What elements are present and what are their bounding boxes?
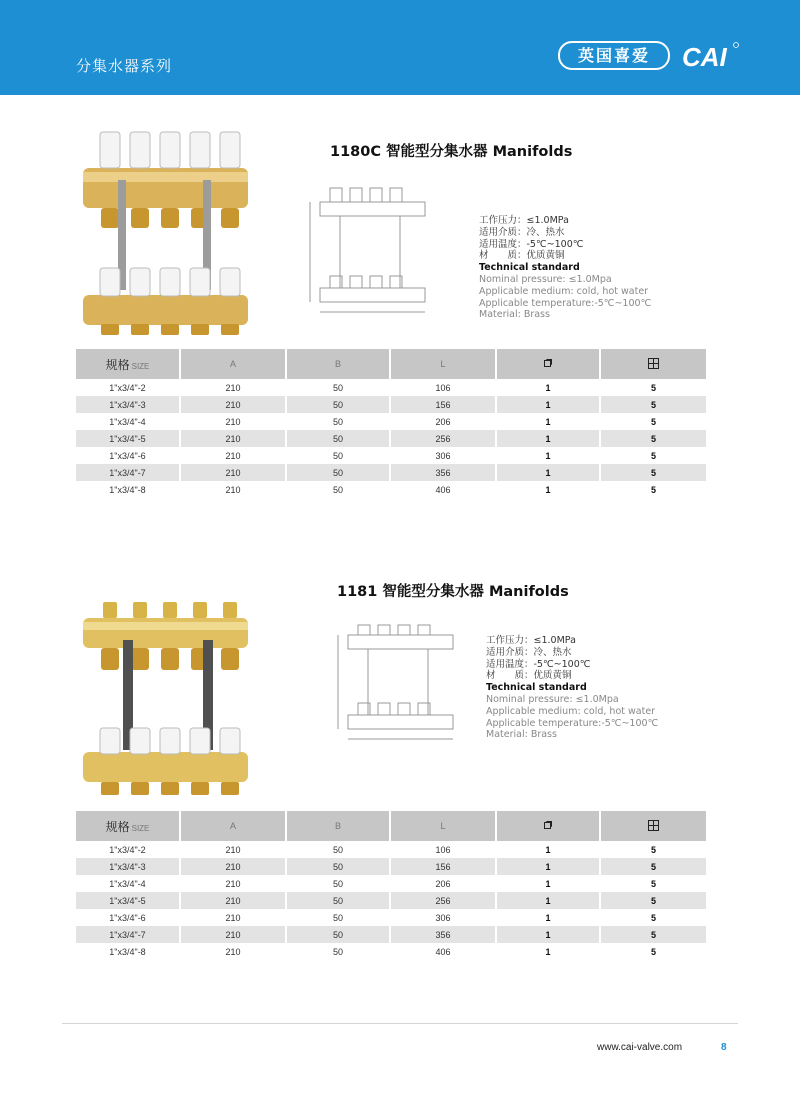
table-cell: 50 xyxy=(286,926,390,943)
brand-name: 英国喜爱 xyxy=(558,41,670,70)
table-cell: 210 xyxy=(180,464,286,481)
table-row xyxy=(76,943,706,960)
product-title: 1180C 智能型分集水器 Manifolds xyxy=(330,144,573,160)
table-cell: 206 xyxy=(390,413,496,430)
svg-text:CAI: CAI xyxy=(682,42,727,72)
table-cell: 156 xyxy=(390,858,496,875)
table-row xyxy=(76,396,706,413)
product-title: 1181 智能型分集水器 Manifolds xyxy=(337,584,569,600)
col-box xyxy=(496,811,600,841)
table-header-row xyxy=(76,349,706,379)
col-l: L xyxy=(390,349,496,379)
series-title: 分集水器系列 xyxy=(76,57,173,75)
table-cell: 1"x3/4"-8 xyxy=(76,943,180,960)
table-cell: 1 xyxy=(496,926,600,943)
table-cell: 1"x3/4"-5 xyxy=(76,892,180,909)
table-cell: 406 xyxy=(390,481,496,498)
table-cell: 5 xyxy=(650,844,656,855)
col-carton xyxy=(600,811,706,841)
spec-temperature: 适用温度：-5℃~100℃ xyxy=(486,658,591,670)
spec-temperature-en: Applicable temperature:-5℃~100℃ xyxy=(479,297,652,309)
page-header xyxy=(0,0,800,95)
col-l: L xyxy=(390,811,496,841)
spec-pressure-en: Nominal pressure: ≤1.0Mpa xyxy=(486,693,619,705)
manifold-photo xyxy=(78,580,258,795)
table-cell: 50 xyxy=(286,447,390,464)
table-cell: 1"x3/4"-5 xyxy=(76,430,180,447)
col-carton xyxy=(600,349,706,379)
carton-icon xyxy=(648,358,659,369)
table-cell: 156 xyxy=(390,396,496,413)
table-row xyxy=(76,464,706,481)
table-cell: 210 xyxy=(180,892,286,909)
spec-medium-en: Applicable medium: cold, hot water xyxy=(479,285,649,297)
table-cell: 50 xyxy=(286,858,390,875)
table-cell: 210 xyxy=(180,926,286,943)
table-cell: 1"x3/4"-6 xyxy=(76,447,180,464)
table-cell: 50 xyxy=(286,943,390,960)
technical-standard-heading: Technical standard xyxy=(479,262,580,274)
table-cell: 5 xyxy=(600,430,706,447)
table-cell: 210 xyxy=(180,909,286,926)
table-row xyxy=(76,430,706,447)
table-cell: 5 xyxy=(650,878,656,889)
table-cell: 210 xyxy=(180,447,286,464)
table-row xyxy=(76,909,706,926)
table-cell: 50 xyxy=(286,379,390,396)
page-number: 8 xyxy=(721,1042,727,1053)
table-cell: 210 xyxy=(180,396,286,413)
table-cell: 1 xyxy=(496,430,600,447)
table-row xyxy=(76,481,706,498)
table-cell: 1 xyxy=(496,464,600,481)
table-cell: 1 xyxy=(496,909,600,926)
table-cell: 1"x3/4"-4 xyxy=(76,413,180,430)
table-cell: 50 xyxy=(286,396,390,413)
table-cell: 106 xyxy=(390,841,496,858)
table-cell: 1 xyxy=(496,481,600,498)
table-cell: 206 xyxy=(390,875,496,892)
table-cell: 210 xyxy=(180,481,286,498)
table-cell: 1 xyxy=(496,447,600,464)
table-row xyxy=(76,926,706,943)
col-a: A xyxy=(180,811,286,841)
technical-drawing xyxy=(305,180,435,320)
carton-icon xyxy=(648,820,659,831)
table-cell: 1"x3/4"-3 xyxy=(76,396,180,413)
table-cell: 210 xyxy=(180,943,286,960)
spec-temperature: 适用温度：-5℃~100℃ xyxy=(479,238,584,250)
table-cell: 256 xyxy=(390,430,496,447)
table-cell: 50 xyxy=(286,464,390,481)
spec-material-en: Material: Brass xyxy=(486,729,557,741)
table-row xyxy=(76,447,706,464)
spec-material: 材 质：优质黄铜 xyxy=(479,250,565,262)
footer-divider xyxy=(62,1023,738,1024)
spec-medium-en: Applicable medium: cold, hot water xyxy=(486,705,656,717)
spec-table-body xyxy=(76,379,706,498)
table-cell: 1"x3/4"-7 xyxy=(76,926,180,943)
table-cell: 406 xyxy=(390,943,496,960)
table-cell: 1"x3/4"-8 xyxy=(76,481,180,498)
col-size: 规格 SIZE xyxy=(76,811,180,841)
table-row xyxy=(76,858,706,875)
table-cell: 256 xyxy=(390,892,496,909)
table-row xyxy=(76,413,706,430)
table-cell: 1"x3/4"-4 xyxy=(76,875,180,892)
spec-list xyxy=(486,635,658,741)
col-box xyxy=(496,349,600,379)
table-cell: 106 xyxy=(390,379,496,396)
spec-medium: 适用介质：冷、热水 xyxy=(486,646,572,658)
col-b: B xyxy=(286,349,390,379)
table-cell: 1 xyxy=(496,892,600,909)
table-cell: 50 xyxy=(286,892,390,909)
spec-material: 材 质：优质黄铜 xyxy=(486,670,572,682)
manifold-photo xyxy=(78,120,258,335)
table-cell: 1 xyxy=(496,875,600,892)
table-cell: 5 xyxy=(600,926,706,943)
col-size: 规格 SIZE xyxy=(76,349,180,379)
table-cell: 1"x3/4"-3 xyxy=(76,858,180,875)
table-cell: 356 xyxy=(390,926,496,943)
table-cell: 1 xyxy=(496,943,600,960)
table-cell: 1 xyxy=(496,379,600,396)
table-cell: 5 xyxy=(600,396,706,413)
spec-pressure: 工作压力：≤1.0MPa xyxy=(486,635,576,646)
col-b: B xyxy=(286,811,390,841)
table-cell: 1 xyxy=(496,841,600,858)
table-cell: 5 xyxy=(650,382,656,393)
table-row xyxy=(76,379,706,396)
table-cell: 1"x3/4"-2 xyxy=(76,841,180,858)
table-cell: 356 xyxy=(390,464,496,481)
box-icon xyxy=(544,821,552,829)
technical-drawing xyxy=(333,615,463,755)
box-icon xyxy=(544,359,552,367)
spec-table xyxy=(76,811,706,960)
table-cell: 1"x3/4"-2 xyxy=(76,379,180,396)
website-url: www.cai-valve.com xyxy=(597,1042,683,1053)
table-cell: 306 xyxy=(390,447,496,464)
table-cell: 210 xyxy=(180,379,286,396)
table-row xyxy=(76,875,706,892)
table-row xyxy=(76,892,706,909)
table-cell: 50 xyxy=(286,481,390,498)
table-cell: 50 xyxy=(286,875,390,892)
spec-material-en: Material: Brass xyxy=(479,309,550,321)
table-header-row xyxy=(76,811,706,841)
table-cell: 5 xyxy=(650,912,656,923)
table-cell: 5 xyxy=(650,416,656,427)
table-cell: 210 xyxy=(180,430,286,447)
technical-standard-heading: Technical standard xyxy=(486,682,587,694)
table-cell: 1"x3/4"-6 xyxy=(76,909,180,926)
table-cell: 50 xyxy=(286,909,390,926)
cai-logo xyxy=(680,40,740,72)
table-cell: 50 xyxy=(286,413,390,430)
table-cell: 210 xyxy=(180,858,286,875)
spec-temperature-en: Applicable temperature:-5℃~100℃ xyxy=(486,717,659,729)
spec-pressure: 工作压力：≤1.0MPa xyxy=(479,215,569,226)
col-a: A xyxy=(180,349,286,379)
table-cell: 5 xyxy=(600,858,706,875)
table-cell: 210 xyxy=(180,875,286,892)
table-cell: 210 xyxy=(180,413,286,430)
table-cell: 210 xyxy=(180,841,286,858)
spec-pressure-en: Nominal pressure: ≤1.0Mpa xyxy=(479,273,612,285)
table-row xyxy=(76,841,706,858)
table-cell: 50 xyxy=(286,430,390,447)
table-cell: 306 xyxy=(390,909,496,926)
table-cell: 5 xyxy=(600,464,706,481)
table-cell: 5 xyxy=(600,892,706,909)
table-cell: 5 xyxy=(650,946,656,957)
spec-medium: 适用介质：冷、热水 xyxy=(479,226,565,238)
table-cell: 1 xyxy=(496,858,600,875)
spec-table-body xyxy=(76,841,706,960)
spec-list xyxy=(479,215,651,321)
spec-table xyxy=(76,349,706,498)
table-cell: 1 xyxy=(496,413,600,430)
table-cell: 1 xyxy=(496,396,600,413)
table-cell: 5 xyxy=(650,450,656,461)
table-cell: 1"x3/4"-7 xyxy=(76,464,180,481)
table-cell: 5 xyxy=(650,484,656,495)
table-cell: 50 xyxy=(286,841,390,858)
